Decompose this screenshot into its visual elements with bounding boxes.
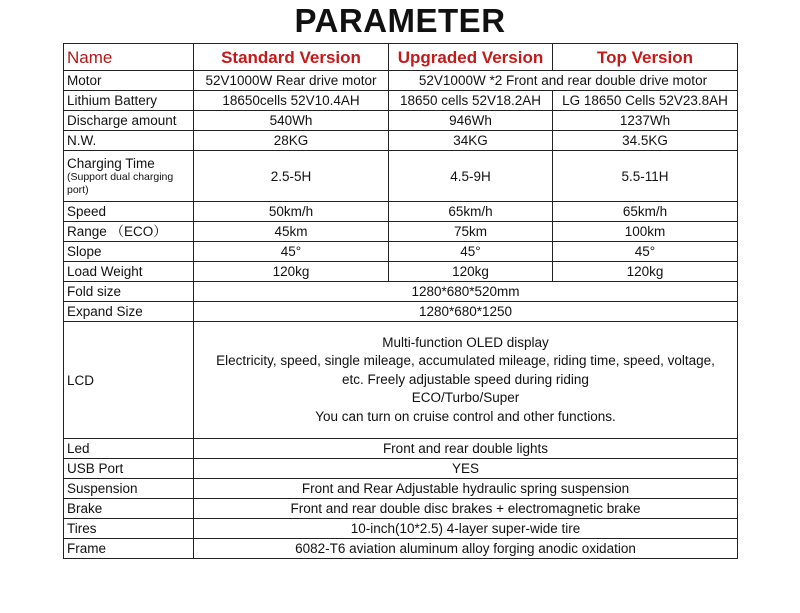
table-row-expand-size xyxy=(64,302,738,322)
row-label-charging xyxy=(64,151,194,202)
table-row-tires xyxy=(64,519,738,539)
row-label: N.W. xyxy=(64,131,194,151)
table-row-suspension xyxy=(64,479,738,499)
row-label: Tires xyxy=(64,519,194,539)
cell-standard: 540Wh xyxy=(194,111,389,131)
cell-upgraded: 65km/h xyxy=(389,202,553,222)
table-row-led xyxy=(64,439,738,459)
cell-all-versions: Front and Rear Adjustable hydraulic spring suspension xyxy=(194,479,738,499)
row-label: Expand Size xyxy=(64,302,194,322)
table-row-charging xyxy=(64,151,738,202)
row-label: Discharge amount xyxy=(64,111,194,131)
cell-upgraded-top: 52V1000W *2 Front and rear double drive motor xyxy=(389,71,738,91)
cell-upgraded: 18650 cells 52V18.2AH xyxy=(389,91,553,111)
table-row-lcd xyxy=(64,322,738,439)
row-label: Charging Time xyxy=(67,155,155,171)
header-upgraded-version: Upgraded Version xyxy=(389,44,553,71)
cell-upgraded: 946Wh xyxy=(389,111,553,131)
cell-all-versions: 10-inch(10*2.5) 4-layer super-wide tire xyxy=(194,519,738,539)
cell-top: 5.5-11H xyxy=(553,151,738,202)
cell-standard: 18650cells 52V10.4AH xyxy=(194,91,389,111)
cell-all-versions: Front and rear double disc brakes + electromagnetic brake xyxy=(194,499,738,519)
cell-top: 1237Wh xyxy=(553,111,738,131)
header-standard-version: Standard Version xyxy=(194,44,389,71)
cell-all-versions: 1280*680*520mm xyxy=(194,282,738,302)
row-label-note: (Support dual charging port) xyxy=(67,170,174,196)
cell-lcd-description xyxy=(194,322,738,439)
table-row-load-weight xyxy=(64,262,738,282)
cell-upgraded: 75km xyxy=(389,222,553,242)
cell-standard: 28KG xyxy=(194,131,389,151)
row-label: Load Weight xyxy=(64,262,194,282)
header-name: Name xyxy=(64,44,194,71)
cell-upgraded: 4.5-9H xyxy=(389,151,553,202)
cell-top: 45° xyxy=(553,242,738,262)
cell-all-versions: YES xyxy=(194,459,738,479)
cell-standard: 50km/h xyxy=(194,202,389,222)
table-row-nw xyxy=(64,131,738,151)
table-row-brake xyxy=(64,499,738,519)
cell-top: LG 18650 Cells 52V23.8AH xyxy=(553,91,738,111)
cell-standard: 45km xyxy=(194,222,389,242)
row-label: USB Port xyxy=(64,459,194,479)
lcd-line: Electricity, speed, single mileage, accumulated mileage, riding time, speed, voltage, xyxy=(216,353,715,369)
cell-top: 120kg xyxy=(553,262,738,282)
cell-standard: 2.5-5H xyxy=(194,151,389,202)
cell-standard: 45° xyxy=(194,242,389,262)
row-label: Lithium Battery xyxy=(64,91,194,111)
row-label: Speed xyxy=(64,202,194,222)
page-title: PARAMETER xyxy=(294,2,506,39)
row-label: Brake xyxy=(64,499,194,519)
table-row-speed xyxy=(64,202,738,222)
parameter-table xyxy=(63,43,738,559)
lcd-line: etc. Freely adjustable speed during riding xyxy=(342,371,589,387)
lcd-line: Multi-function OLED display xyxy=(382,334,549,350)
table-row-battery xyxy=(64,91,738,111)
row-label: LCD xyxy=(64,322,194,439)
row-label: Suspension xyxy=(64,479,194,499)
cell-top: 34.5KG xyxy=(553,131,738,151)
row-label: Led xyxy=(64,439,194,459)
cell-all-versions: 6082-T6 aviation aluminum alloy forging anodic oxidation xyxy=(194,539,738,559)
row-label: Slope xyxy=(64,242,194,262)
row-label: Frame xyxy=(64,539,194,559)
cell-top: 65km/h xyxy=(553,202,738,222)
row-label: Range （ECO） xyxy=(64,222,194,242)
row-label: Motor xyxy=(64,71,194,91)
cell-standard: 120kg xyxy=(194,262,389,282)
table-row-frame xyxy=(64,539,738,559)
cell-top: 100km xyxy=(553,222,738,242)
table-row-discharge xyxy=(64,111,738,131)
header-top-version: Top Version xyxy=(553,44,738,71)
cell-standard: 52V1000W Rear drive motor xyxy=(194,71,389,91)
cell-upgraded: 34KG xyxy=(389,131,553,151)
table-row-motor xyxy=(64,71,738,91)
header-row xyxy=(64,44,738,71)
table-row-usb-port xyxy=(64,459,738,479)
cell-all-versions: Front and rear double lights xyxy=(194,439,738,459)
lcd-line: ECO/Turbo/Super xyxy=(411,390,520,406)
table-row-slope xyxy=(64,242,738,262)
lcd-line: You can turn on cruise control and other functions. xyxy=(315,408,616,424)
cell-upgraded: 45° xyxy=(389,242,553,262)
row-label: Fold size xyxy=(64,282,194,302)
table-row-fold-size xyxy=(64,282,738,302)
table-row-range xyxy=(64,222,738,242)
cell-upgraded: 120kg xyxy=(389,262,553,282)
cell-all-versions: 1280*680*1250 xyxy=(194,302,738,322)
